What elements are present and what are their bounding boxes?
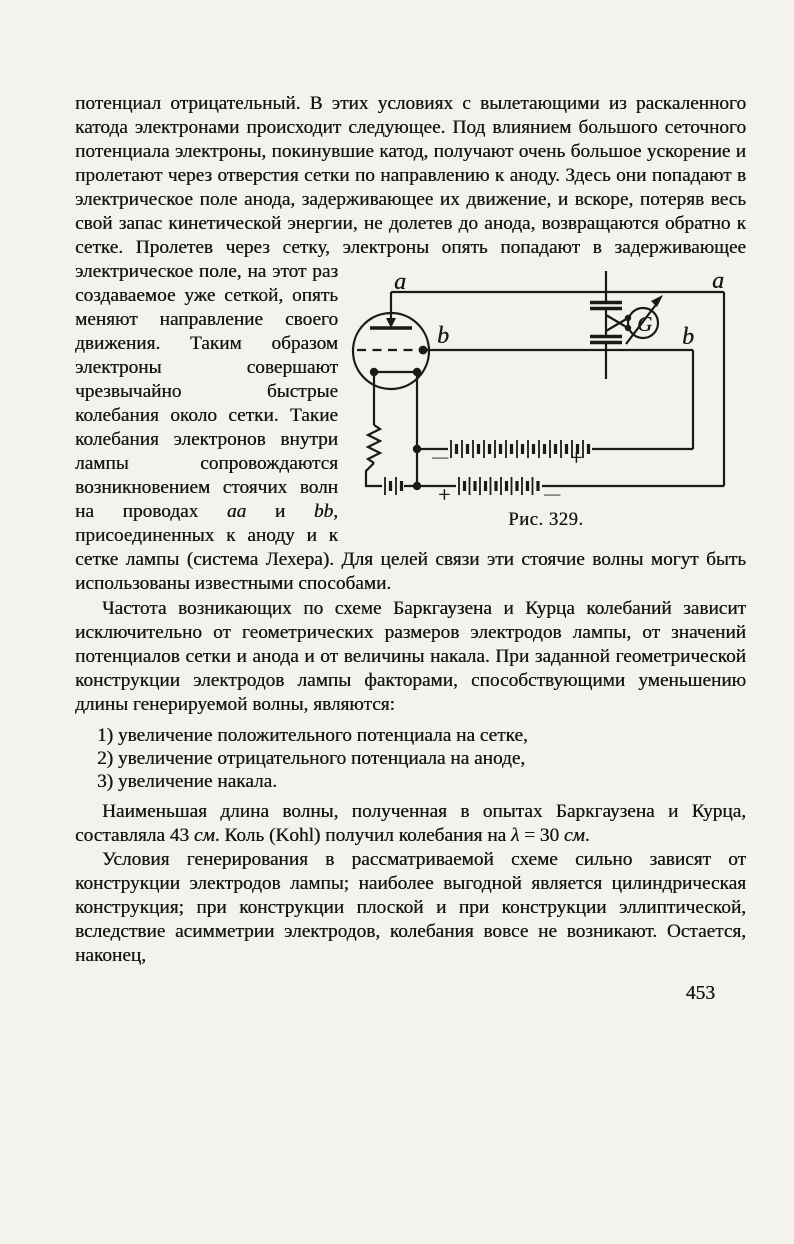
wire-label-bb-text: bb bbox=[313, 501, 334, 522]
p1-part2a: задерживающее электрическое поле, на этот раз создаваемое уже сеткой, опять меняют направление своего движения. Таким образом электроны совершают чрезвычайно быстрые колебания около сетки. Такие колебания электронов внутри лампы сопровождаются возникновением стоячих волн на проводах bbox=[75, 237, 746, 522]
anode-battery-minus-sign: — bbox=[544, 486, 560, 503]
p3-seg4: . bbox=[584, 825, 590, 846]
numbered-list bbox=[97, 724, 746, 793]
paragraph-4: Условия генерирования в рассматриваемой схеме сильно зависят от конструкции электродов лампы; наиболее выгодной является цилиндрическая конструкция; при конструкции плоской и при конструкции эллиптической, вследствие асимметрии электродов, колебания вовсе не возникают. Остается, наконец, bbox=[75, 849, 746, 966]
grid-battery-plus-sign: + bbox=[570, 445, 583, 470]
paragraph-2: Частота возникающих по схеме Баркгаузена и Курца колебаний зависит исключительно от геометрических размеров электродов лампы, от значений потенциалов сетки и анода и от величины накала. При заданной геометрической конструкции электродов лампы факторами, способствующими уменьшению длины генерируемой волны, являются: bbox=[75, 598, 746, 715]
grid-battery-minus-sign: — bbox=[432, 449, 448, 466]
p3-seg1: Наименьшая длина волны, полученная в опытах Баркгаузена и Курца, составляла 43 bbox=[75, 801, 746, 846]
grid-electrode bbox=[357, 346, 427, 355]
list-item-3: 3) увеличение накала. bbox=[97, 771, 277, 792]
wire-label-b-right: b bbox=[682, 324, 694, 350]
list-item-1: 1) увеличение положительного потенциала на сетке, bbox=[97, 725, 528, 746]
paragraph-1 bbox=[75, 92, 746, 596]
grid-battery bbox=[417, 440, 693, 470]
figure-329 bbox=[346, 266, 746, 532]
junction-dot bbox=[413, 482, 421, 490]
figure-caption: Рис. 329. bbox=[508, 510, 584, 530]
p1-part1: потенциал отрицательный. В этих условиях с вылетающими из раскаленного катода электронами происходит следующее. Под влиянием большого сеточного потенциала электроны, покинувшие катод, получают очень большое ускорение и пролетают через отверстия сетки по направлению к аноду. Здесь они попадают в электрическое поле анода, задерживающее их движение, и вскоре, потеряв весь свой запас кинетической энергии, не долетев до анода, возвращаются обратно к сетке. Пролетев через сетку, электроны опять попадают в bbox=[75, 93, 746, 258]
triode-tube bbox=[353, 292, 429, 486]
page-text bbox=[75, 92, 746, 1005]
page-number: 453 bbox=[685, 983, 715, 1004]
anode-battery-plus-sign: + bbox=[438, 482, 451, 506]
junction-dot bbox=[413, 445, 421, 453]
paragraph-3 bbox=[75, 800, 746, 848]
p3-seg3: = 30 bbox=[519, 825, 564, 846]
rheostat-icon bbox=[366, 425, 382, 486]
unit-cm-italic: см bbox=[563, 825, 585, 846]
lambda-symbol: λ bbox=[510, 825, 520, 846]
p3-seg2: . Коль (Kohl) получил колебания на bbox=[214, 825, 511, 846]
wire-label-b-left: b bbox=[437, 323, 449, 349]
circuit-diagram bbox=[346, 266, 746, 506]
wire-label-aa-text: aa bbox=[226, 501, 247, 522]
list-item-2: 2) увеличение отрицательного потенциала на аноде, bbox=[97, 748, 526, 769]
p1-conj: и bbox=[246, 501, 314, 522]
wire-label-a-left: a bbox=[394, 269, 406, 295]
anode-battery bbox=[438, 477, 724, 506]
lecher-wire-b bbox=[423, 350, 693, 449]
unit-cm-italic: см bbox=[193, 825, 215, 846]
meter-label: G bbox=[637, 312, 653, 336]
anode-plate bbox=[370, 292, 412, 328]
p1-part2b: , присоединенных к аноду и к сетке лампы (система Лехера). Для целей связи эти стоячие волны могут быть использованы известными способами. bbox=[75, 501, 746, 594]
wire-label-a-right: a bbox=[712, 268, 724, 294]
